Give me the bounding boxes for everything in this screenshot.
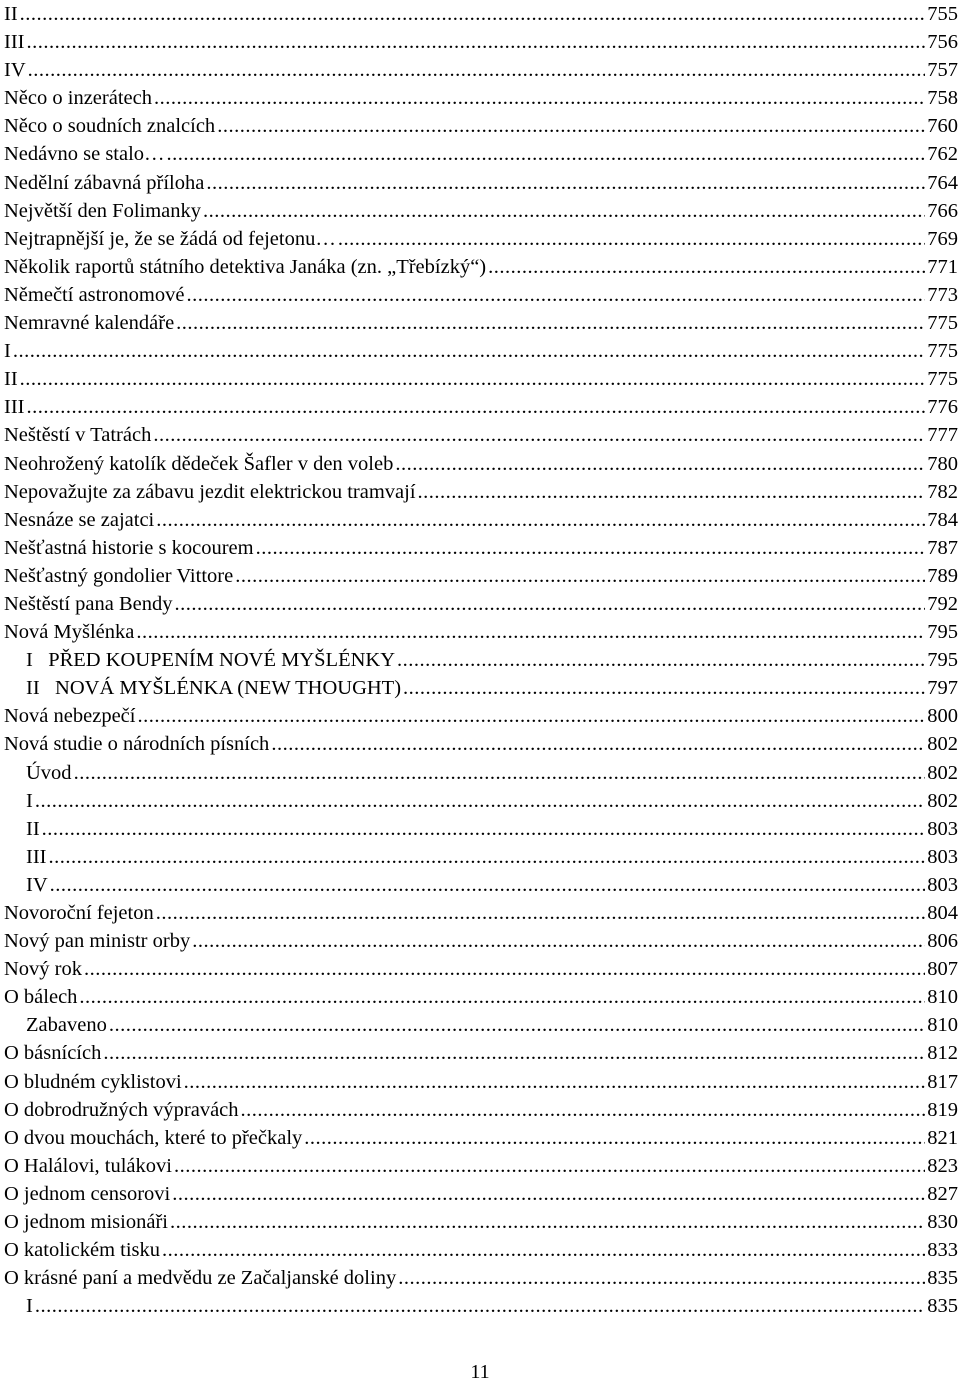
- dot-leader: [162, 1236, 925, 1264]
- toc-entry-title: Novoroční fejeton: [4, 902, 154, 924]
- toc-entry-title: Nešťastný gondolier Vittore: [4, 564, 234, 587]
- toc-entry-title: Nejtrapnější je, že se žádá od fejetonu…: [4, 227, 336, 250]
- table-of-contents: [4, 0, 958, 1320]
- dot-leader: [26, 393, 925, 421]
- toc-entry-page: 784: [927, 508, 958, 531]
- dot-leader: [418, 478, 926, 506]
- toc-entry-title: I PŘED KOUPENÍM NOVÉ MYŠLÉNKY: [26, 649, 395, 672]
- toc-entry-page: 760: [927, 115, 958, 138]
- dot-leader: [109, 1011, 925, 1039]
- toc-entry-title: I: [4, 340, 11, 363]
- toc-entry-page: 803: [927, 845, 958, 868]
- toc-entry-title: II NOVÁ MYŠLÉNKA (NEW THOUGHT): [26, 677, 402, 700]
- toc-entry-title: IV: [26, 873, 48, 896]
- dot-leader: [184, 1068, 926, 1096]
- toc-entry[interactable]: [4, 955, 958, 983]
- toc-entry-page: 830: [927, 1211, 958, 1234]
- toc-entry[interactable]: [4, 84, 958, 112]
- toc-entry[interactable]: [4, 421, 958, 449]
- toc-entry-title: Něco o inzerátech: [4, 87, 152, 110]
- dot-leader: [74, 759, 926, 787]
- toc-entry[interactable]: [4, 1011, 958, 1039]
- toc-entry-title: Nedávno se stalo…: [4, 143, 165, 166]
- toc-entry[interactable]: [4, 1124, 958, 1152]
- toc-entry-title: Neštěstí v Tatrách: [4, 424, 152, 447]
- toc-entry-title: O dobrodružných výpravách: [4, 1098, 239, 1121]
- toc-entry-title: Nová nebezpečí: [4, 705, 136, 728]
- toc-entry[interactable]: [4, 337, 958, 365]
- dot-leader: [20, 0, 926, 28]
- toc-entry-title: O jednom censorovi: [4, 1182, 171, 1205]
- dot-leader: [137, 702, 925, 730]
- toc-entry[interactable]: [4, 1208, 958, 1236]
- toc-entry-page: 810: [927, 986, 958, 1009]
- page-number: 11: [470, 1361, 490, 1383]
- toc-entry-page: 775: [927, 312, 958, 335]
- dot-leader: [154, 84, 925, 112]
- toc-entry-title: Nový pan ministr orby: [4, 930, 191, 953]
- toc-entry[interactable]: [4, 365, 958, 393]
- dot-leader: [28, 56, 926, 84]
- toc-entry-page: 758: [927, 87, 958, 110]
- toc-entry[interactable]: [4, 815, 958, 843]
- toc-entry-title: I: [26, 1295, 33, 1318]
- toc-entry-title: I: [26, 789, 33, 812]
- toc-entry-page: 803: [927, 817, 958, 840]
- toc-entry-title: O Halálovi, tulákovi: [4, 1154, 172, 1177]
- dot-leader: [174, 1152, 925, 1180]
- toc-entry[interactable]: [4, 759, 958, 787]
- toc-entry-page: 789: [927, 564, 958, 587]
- toc-entry-title: Nová Myšlénka: [4, 621, 135, 644]
- toc-entry-page: 777: [927, 424, 958, 447]
- toc-entry-page: 755: [927, 3, 958, 25]
- toc-entry[interactable]: [4, 169, 958, 197]
- dot-leader: [488, 253, 925, 281]
- toc-entry[interactable]: [4, 197, 958, 225]
- dot-leader: [304, 1124, 925, 1152]
- dot-leader: [397, 646, 925, 674]
- toc-entry[interactable]: [4, 590, 958, 618]
- toc-entry-page: 821: [927, 1126, 958, 1149]
- toc-entry-page: 776: [927, 396, 958, 419]
- toc-entry[interactable]: [4, 618, 958, 646]
- dot-leader: [203, 197, 925, 225]
- dot-leader: [167, 140, 926, 168]
- toc-entry[interactable]: [4, 899, 958, 927]
- dot-leader: [42, 815, 926, 843]
- toc-entry-page: 835: [927, 1267, 958, 1290]
- toc-entry[interactable]: [4, 1039, 958, 1067]
- toc-entry-title: II: [4, 368, 18, 391]
- toc-entry-title: Nepovažujte za zábavu jezdit elektrickou tramvají: [4, 480, 416, 503]
- toc-entry[interactable]: [4, 225, 958, 253]
- toc-entry-page: 766: [927, 199, 958, 222]
- toc-entry-page: 792: [927, 592, 958, 615]
- dot-leader: [256, 534, 926, 562]
- toc-entry-page: 802: [927, 789, 958, 812]
- toc-entry-page: 819: [927, 1098, 958, 1121]
- toc-entry-page: 800: [927, 705, 958, 728]
- toc-entry[interactable]: [4, 253, 958, 281]
- dot-leader: [13, 337, 925, 365]
- toc-entry-page: 804: [927, 902, 958, 924]
- toc-entry[interactable]: [4, 702, 958, 730]
- dot-leader: [235, 562, 925, 590]
- toc-entry-page: 764: [927, 171, 958, 194]
- dot-leader: [35, 1292, 925, 1320]
- toc-entry-title: Největší den Folimanky: [4, 199, 202, 222]
- toc-entry-title: O básnících: [4, 1042, 102, 1065]
- toc-entry-title: III: [4, 31, 25, 54]
- dot-leader: [175, 590, 926, 618]
- toc-entry[interactable]: [4, 674, 958, 702]
- toc-entry[interactable]: [4, 281, 958, 309]
- toc-entry-page: 771: [927, 255, 958, 278]
- toc-entry-page: 795: [927, 649, 958, 672]
- toc-entry-page: 775: [927, 340, 958, 363]
- toc-entry[interactable]: [4, 112, 958, 140]
- toc-entry[interactable]: [4, 1180, 958, 1208]
- toc-entry[interactable]: [4, 393, 958, 421]
- toc-entry-title: Zabaveno: [26, 1014, 107, 1037]
- toc-entry-title: Něco o soudních znalcích: [4, 115, 216, 138]
- toc-entry-title: III: [4, 396, 25, 419]
- dot-leader: [50, 871, 926, 899]
- toc-entry-title: Neštěstí pana Bendy: [4, 592, 173, 615]
- toc-entry-page: 797: [927, 677, 958, 700]
- toc-entry[interactable]: [4, 140, 958, 168]
- dot-leader: [136, 618, 925, 646]
- toc-entry[interactable]: [4, 1264, 958, 1292]
- toc-entry[interactable]: [4, 871, 958, 899]
- dot-leader: [79, 983, 925, 1011]
- toc-entry-page: 833: [927, 1239, 958, 1262]
- toc-entry-page: 827: [927, 1182, 958, 1205]
- toc-entry-title: IV: [4, 59, 26, 82]
- toc-entry-title: Nová studie o národních písních: [4, 733, 270, 756]
- toc-entry-page: 835: [927, 1295, 958, 1318]
- toc-entry-title: O bálech: [4, 986, 78, 1009]
- dot-leader: [206, 169, 925, 197]
- dot-leader: [192, 927, 925, 955]
- toc-entry[interactable]: [4, 309, 958, 337]
- toc-entry-page: 782: [927, 480, 958, 503]
- toc-entry-title: Němečtí astronomové: [4, 283, 185, 306]
- toc-entry[interactable]: [4, 983, 958, 1011]
- toc-entry[interactable]: [4, 1152, 958, 1180]
- toc-entry[interactable]: [4, 1068, 958, 1096]
- dot-leader: [271, 730, 925, 758]
- toc-entry-title: O krásné paní a medvědu ze Začaljanské doliny: [4, 1267, 397, 1290]
- dot-leader: [403, 674, 925, 702]
- dot-leader: [176, 309, 925, 337]
- toc-entry-title: Nedělní zábavná příloha: [4, 171, 205, 194]
- toc-entry-page: 775: [927, 368, 958, 391]
- toc-entry[interactable]: [4, 534, 958, 562]
- dot-leader: [156, 506, 925, 534]
- dot-leader: [84, 955, 925, 983]
- dot-leader: [170, 1208, 925, 1236]
- toc-entry-title: III: [26, 845, 47, 868]
- toc-entry[interactable]: [4, 1096, 958, 1124]
- toc-entry-title: O dvou mouchách, které to přečkaly: [4, 1126, 303, 1149]
- dot-leader: [48, 843, 925, 871]
- dot-leader: [398, 1264, 925, 1292]
- toc-entry-title: Neohrožený katolík dědeček Šafler v den voleb: [4, 452, 394, 475]
- toc-entry-page: 762: [927, 143, 958, 166]
- toc-entry-page: 802: [927, 733, 958, 756]
- toc-entry[interactable]: [4, 562, 958, 590]
- dot-leader: [172, 1180, 925, 1208]
- toc-entry[interactable]: [4, 28, 958, 56]
- toc-entry[interactable]: [4, 1292, 958, 1320]
- toc-entry-page: 795: [927, 621, 958, 644]
- dot-leader: [153, 421, 925, 449]
- toc-entry-page: 756: [927, 31, 958, 54]
- toc-entry-title: II: [4, 3, 18, 25]
- dot-leader: [395, 450, 925, 478]
- toc-entry[interactable]: [4, 0, 958, 28]
- toc-entry-title: II: [26, 817, 40, 840]
- toc-entry[interactable]: [4, 843, 958, 871]
- toc-entry[interactable]: [4, 787, 958, 815]
- toc-entry-page: 787: [927, 536, 958, 559]
- toc-entry-page: 780: [927, 452, 958, 475]
- dot-leader: [103, 1039, 925, 1067]
- toc-entry-page: 757: [927, 59, 958, 82]
- dot-leader: [26, 28, 925, 56]
- toc-entry-page: 803: [927, 873, 958, 896]
- toc-entry-title: Nemravné kalendáře: [4, 312, 175, 335]
- toc-entry-title: Úvod: [26, 761, 72, 784]
- toc-entry[interactable]: [4, 56, 958, 84]
- toc-entry-title: O jednom misionáři: [4, 1211, 168, 1234]
- dot-leader: [338, 225, 925, 253]
- toc-entry-title: Nešťastná historie s kocourem: [4, 536, 254, 559]
- toc-entry-title: Nový rok: [4, 958, 83, 981]
- toc-entry[interactable]: [4, 506, 958, 534]
- toc-entry[interactable]: [4, 730, 958, 758]
- dot-leader: [241, 1096, 926, 1124]
- toc-entry[interactable]: [4, 646, 958, 674]
- toc-entry[interactable]: [4, 1236, 958, 1264]
- toc-entry[interactable]: [4, 450, 958, 478]
- toc-entry-page: 802: [927, 761, 958, 784]
- toc-entry-title: O katolickém tisku: [4, 1239, 161, 1262]
- toc-entry-page: 823: [927, 1154, 958, 1177]
- toc-entry[interactable]: [4, 478, 958, 506]
- toc-entry[interactable]: [4, 927, 958, 955]
- dot-leader: [217, 112, 925, 140]
- toc-entry-page: 812: [927, 1042, 958, 1065]
- dot-leader: [156, 899, 926, 927]
- toc-entry-page: 810: [927, 1014, 958, 1037]
- toc-entry-title: Nesnáze se zajatci: [4, 508, 155, 531]
- toc-entry-page: 817: [927, 1070, 958, 1093]
- toc-entry-page: 806: [927, 930, 958, 953]
- dot-leader: [35, 787, 925, 815]
- toc-entry-page: 769: [927, 227, 958, 250]
- dot-leader: [20, 365, 926, 393]
- toc-entry-title: O bludném cyklistovi: [4, 1070, 182, 1093]
- toc-entry-page: 773: [927, 283, 958, 306]
- dot-leader: [186, 281, 925, 309]
- toc-entry-page: 807: [927, 958, 958, 981]
- toc-entry-title: Několik raportů státního detektiva Janáka (zn. „Třebízký“): [4, 255, 487, 278]
